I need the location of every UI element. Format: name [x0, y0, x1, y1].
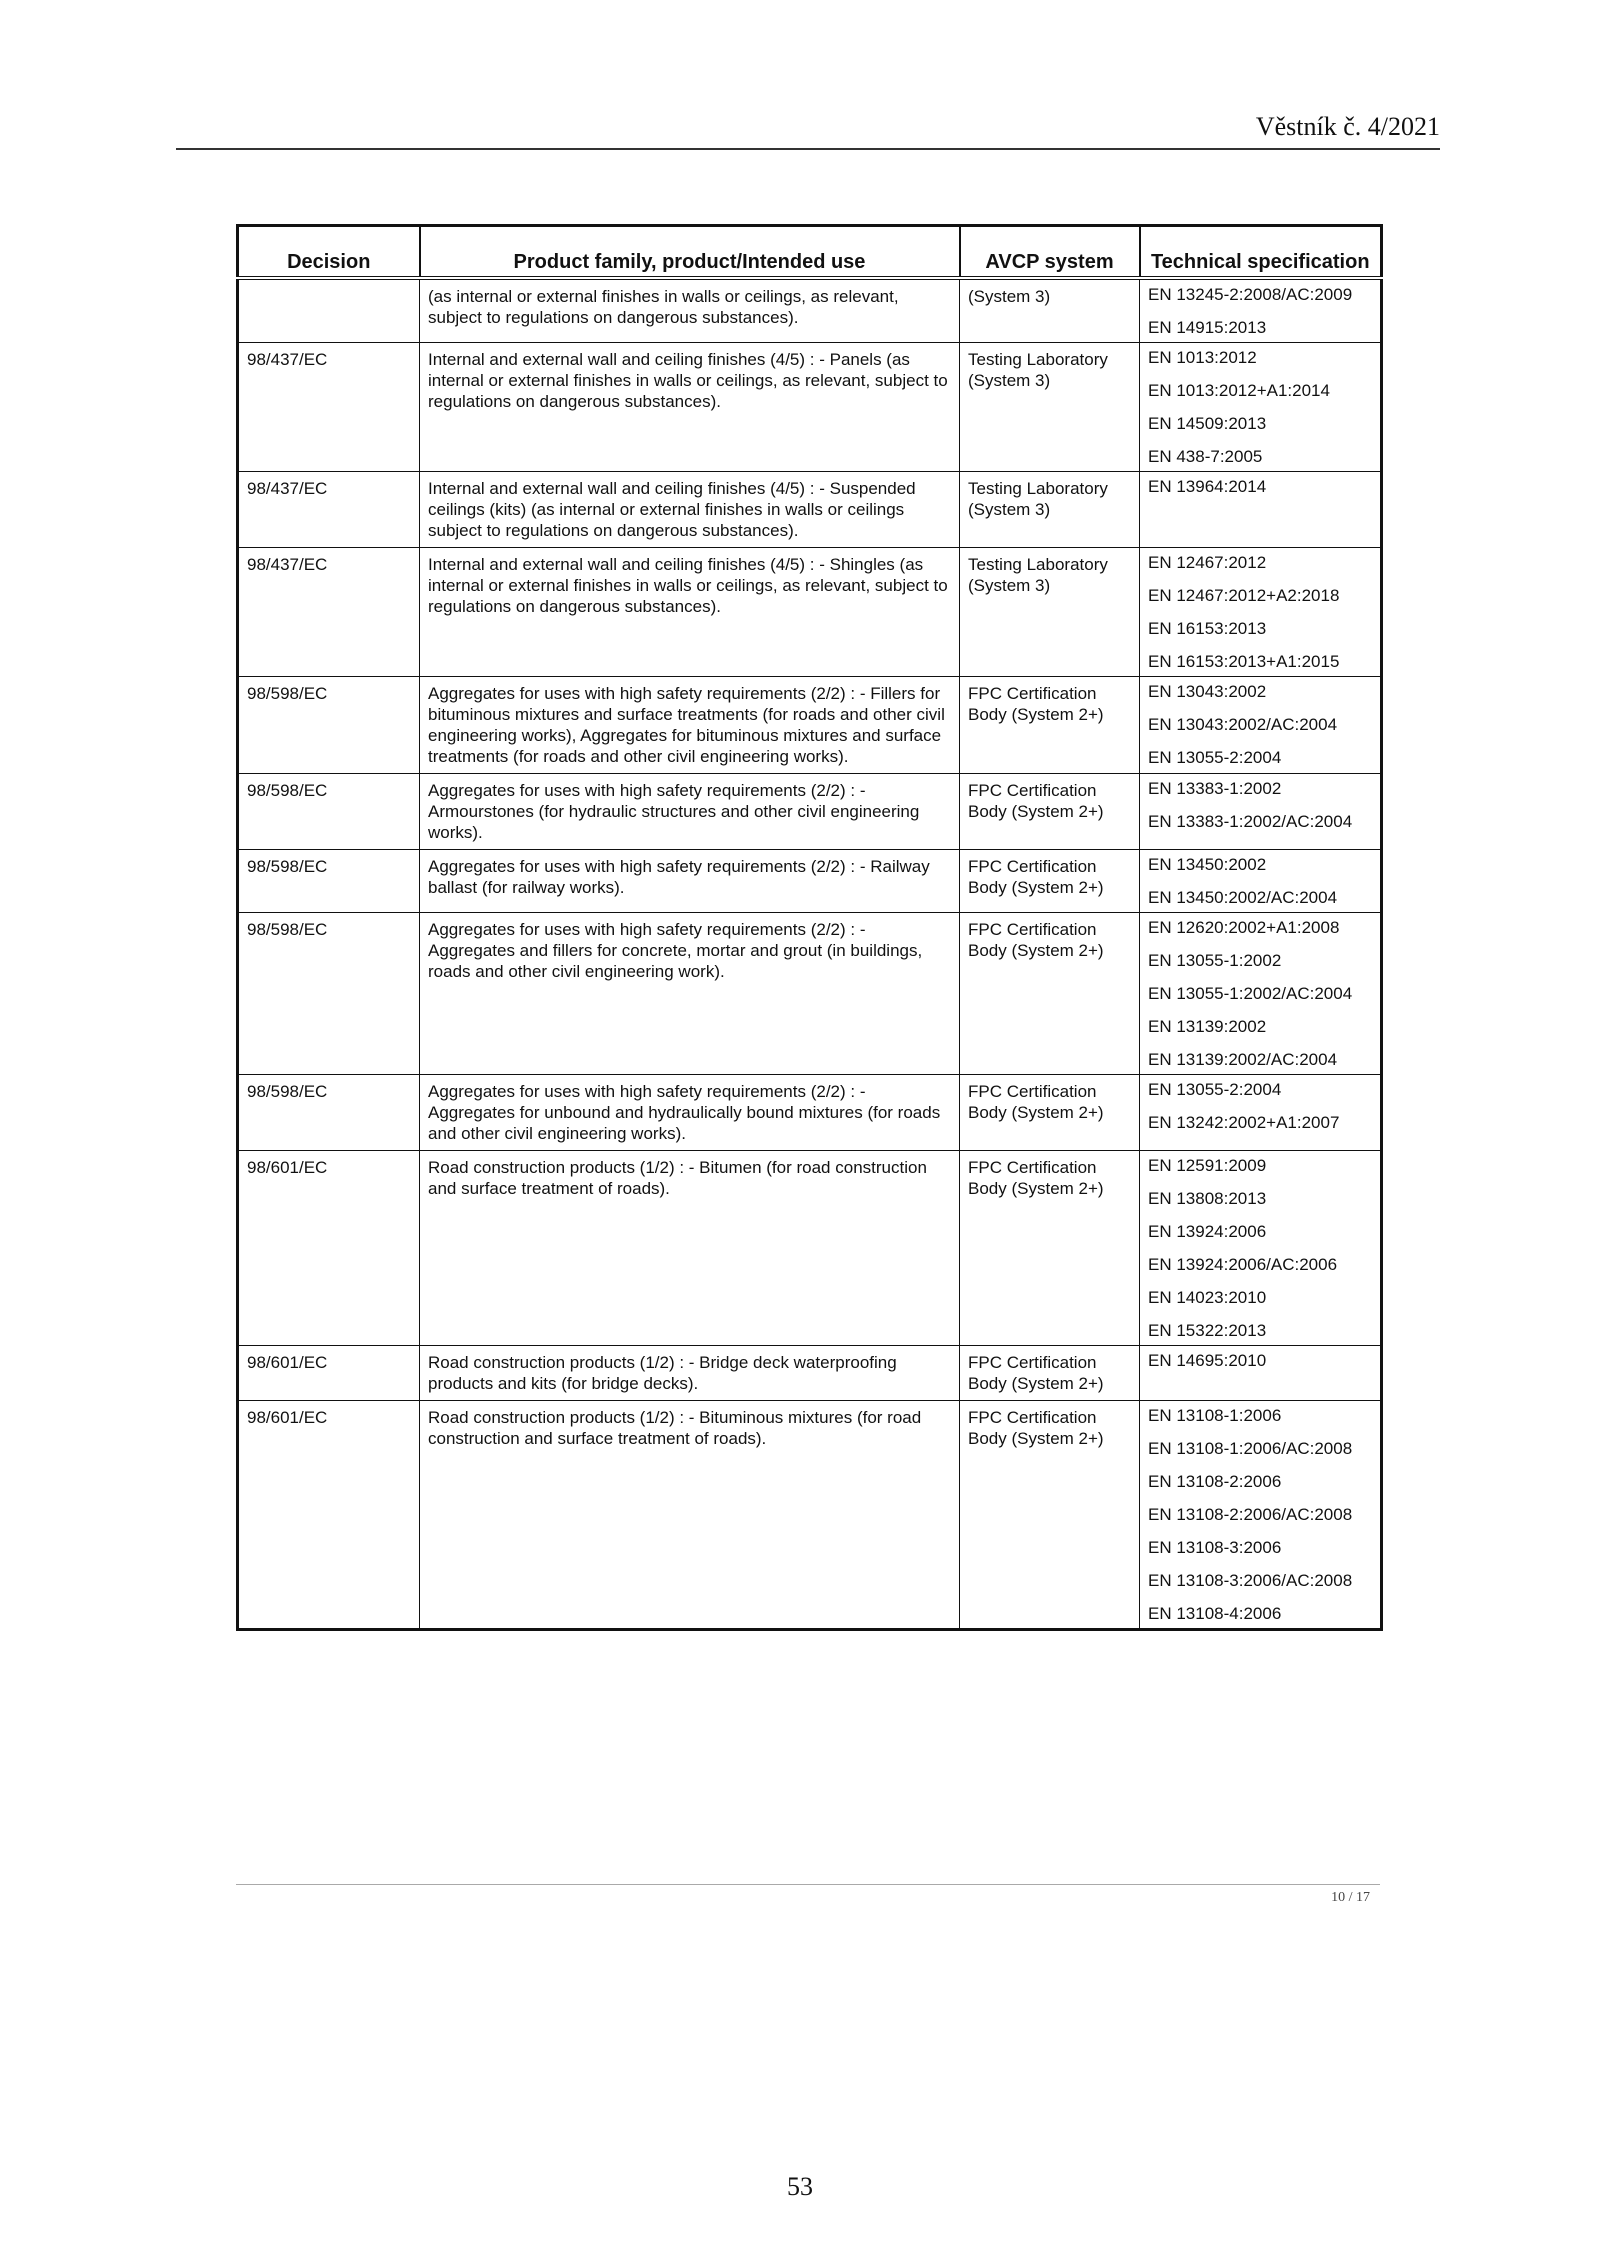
technical-spec-cell: [1140, 677, 1382, 774]
technical-spec-item: EN 1013:2012+A1:2014: [1148, 381, 1330, 400]
table-row: [238, 677, 1382, 774]
technical-spec-cell: [1140, 913, 1382, 1075]
decision-cell: 98/598/EC: [238, 913, 420, 1075]
technical-spec-cell: [1140, 1401, 1382, 1630]
technical-spec-item: EN 13964:2014: [1148, 477, 1267, 496]
table-row: [238, 850, 1382, 913]
avcp-cell: FPC Certification Body (System 2+): [960, 1346, 1140, 1401]
specification-table: [236, 224, 1383, 1631]
technical-spec-cell: [1140, 278, 1382, 343]
decision-cell: 98/598/EC: [238, 677, 420, 774]
technical-spec-item: EN 13808:2013: [1148, 1189, 1267, 1208]
table-row: [238, 548, 1382, 677]
technical-spec-item: EN 14023:2010: [1148, 1288, 1267, 1307]
technical-spec-cell: [1140, 1151, 1382, 1346]
avcp-cell: Testing Laboratory (System 3): [960, 343, 1140, 472]
avcp-cell: FPC Certification Body (System 2+): [960, 1075, 1140, 1151]
technical-spec-item: EN 13450:2002/AC:2004: [1148, 888, 1338, 907]
avcp-cell: Testing Laboratory (System 3): [960, 472, 1140, 548]
product-cell: Aggregates for uses with high safety requirements (2/2) : - Railway ballast (for railway works).: [420, 850, 960, 913]
technical-spec-item: EN 13108-2:2006/AC:2008: [1148, 1505, 1353, 1524]
technical-spec-item: EN 13108-2:2006: [1148, 1472, 1282, 1491]
avcp-cell: FPC Certification Body (System 2+): [960, 677, 1140, 774]
technical-spec-cell: [1140, 343, 1382, 472]
technical-spec-cell: [1140, 548, 1382, 677]
technical-spec-cell: [1140, 1346, 1382, 1401]
technical-spec-item: EN 13108-4:2006: [1148, 1604, 1282, 1623]
page-counter: 10 / 17: [1331, 1890, 1370, 1905]
technical-spec-cell: [1140, 850, 1382, 913]
technical-spec-item: EN 13924:2006: [1148, 1222, 1267, 1241]
table-row: [238, 1401, 1382, 1630]
technical-spec-item: EN 13055-1:2002/AC:2004: [1148, 984, 1353, 1003]
product-cell: Internal and external wall and ceiling finishes (4/5) : - Panels (as internal or external finishes in walls or ceilings, as relevant, subject to regulations on dangerous substances).: [420, 343, 960, 472]
product-cell: Road construction products (1/2) : - Bitumen (for road construction and surface treatment of roads).: [420, 1151, 960, 1346]
technical-spec-item: EN 12467:2012: [1148, 553, 1267, 572]
column-header-avcp: AVCP system: [960, 226, 1140, 279]
footer-divider: [236, 1884, 1380, 1885]
technical-spec-item: EN 1013:2012: [1148, 348, 1257, 367]
avcp-cell: FPC Certification Body (System 2+): [960, 1151, 1140, 1346]
table-row: [238, 472, 1382, 548]
technical-spec-item: EN 438-7:2005: [1148, 447, 1263, 466]
table-row: [238, 343, 1382, 472]
column-header-product: Product family, product/Intended use: [420, 226, 960, 279]
avcp-cell: FPC Certification Body (System 2+): [960, 913, 1140, 1075]
technical-spec-item: EN 15322:2013: [1148, 1321, 1267, 1340]
technical-spec-item: EN 16153:2013: [1148, 619, 1267, 638]
technical-spec-item: EN 12467:2012+A2:2018: [1148, 586, 1340, 605]
product-cell: Aggregates for uses with high safety requirements (2/2) : - Fillers for bituminous mixtures and surface treatments (for roads and other civil engineering works), Aggregates for bituminous mixtures and surface treatments (for roads and other civil engineering works).: [420, 677, 960, 774]
table-body: [238, 278, 1382, 1630]
product-cell: (as internal or external finishes in walls or ceilings, as relevant, subject to regulations on dangerous substances).: [420, 278, 960, 343]
technical-spec-item: EN 13108-1:2006/AC:2008: [1148, 1439, 1353, 1458]
product-cell: Internal and external wall and ceiling finishes (4/5) : - Shingles (as internal or external finishes in walls or ceilings, as relevant, subject to regulations on dangerous substances).: [420, 548, 960, 677]
decision-cell: 98/437/EC: [238, 472, 420, 548]
decision-cell: 98/598/EC: [238, 774, 420, 850]
technical-spec-item: EN 13924:2006/AC:2006: [1148, 1255, 1338, 1274]
technical-spec-item: EN 13139:2002: [1148, 1017, 1267, 1036]
table-row: [238, 774, 1382, 850]
decision-cell: 98/601/EC: [238, 1401, 420, 1630]
decision-cell: 98/437/EC: [238, 343, 420, 472]
page-number: 53: [787, 2172, 813, 2201]
column-header-technical-spec: Technical specification: [1140, 226, 1382, 279]
page-header: [176, 112, 1440, 150]
decision-cell: 98/598/EC: [238, 1075, 420, 1151]
technical-spec-item: EN 16153:2013+A1:2015: [1148, 652, 1340, 671]
technical-spec-item: EN 14695:2010: [1148, 1351, 1267, 1370]
technical-spec-item: EN 13055-1:2002: [1148, 951, 1282, 970]
technical-spec-item: EN 14509:2013: [1148, 414, 1267, 433]
product-cell: Internal and external wall and ceiling finishes (4/5) : - Suspended ceilings (kits) (as internal or external finishes in walls or ceilings subject to regulations on dangerous substances).: [420, 472, 960, 548]
technical-spec-item: EN 13108-1:2006: [1148, 1406, 1282, 1425]
technical-spec-item: EN 13055-2:2004: [1148, 1080, 1282, 1099]
product-cell: Road construction products (1/2) : - Bituminous mixtures (for road construction and surface treatment of roads).: [420, 1401, 960, 1630]
technical-spec-item: EN 13245-2:2008/AC:2009: [1148, 285, 1353, 304]
technical-spec-item: EN 13242:2002+A1:2007: [1148, 1113, 1340, 1132]
decision-cell: [238, 278, 420, 343]
technical-spec-item: EN 13108-3:2006/AC:2008: [1148, 1571, 1353, 1590]
table-row: [238, 1151, 1382, 1346]
technical-spec-item: EN 13108-3:2006: [1148, 1538, 1282, 1557]
table-row: [238, 278, 1382, 343]
avcp-cell: Testing Laboratory (System 3): [960, 548, 1140, 677]
technical-spec-item: EN 12620:2002+A1:2008: [1148, 918, 1340, 937]
column-header-decision: Decision: [238, 226, 420, 279]
table-row: [238, 1075, 1382, 1151]
decision-cell: 98/601/EC: [238, 1151, 420, 1346]
product-cell: Aggregates for uses with high safety requirements (2/2) : - Aggregates for unbound and hydraulically bound mixtures (for roads and other civil engineering works).: [420, 1075, 960, 1151]
technical-spec-cell: [1140, 1075, 1382, 1151]
technical-spec-item: EN 13383-1:2002/AC:2004: [1148, 812, 1353, 831]
technical-spec-item: EN 12591:2009: [1148, 1156, 1267, 1175]
avcp-cell: (System 3): [960, 278, 1140, 343]
technical-spec-item: EN 13450:2002: [1148, 855, 1267, 874]
decision-cell: 98/437/EC: [238, 548, 420, 677]
bulletin-title: Věstník č. 4/2021: [1255, 112, 1440, 141]
technical-spec-item: EN 13043:2002: [1148, 682, 1267, 701]
product-cell: Aggregates for uses with high safety requirements (2/2) : - Armourstones (for hydraulic structures and other civil engineering works).: [420, 774, 960, 850]
table-row: [238, 1346, 1382, 1401]
technical-spec-cell: [1140, 472, 1382, 548]
decision-cell: 98/601/EC: [238, 1346, 420, 1401]
product-cell: Aggregates for uses with high safety requirements (2/2) : - Aggregates and fillers for concrete, mortar and grout (in buildings, roads and other civil engineering work).: [420, 913, 960, 1075]
avcp-cell: FPC Certification Body (System 2+): [960, 1401, 1140, 1630]
avcp-cell: FPC Certification Body (System 2+): [960, 850, 1140, 913]
technical-spec-cell: [1140, 774, 1382, 850]
avcp-cell: FPC Certification Body (System 2+): [960, 774, 1140, 850]
technical-spec-item: EN 13043:2002/AC:2004: [1148, 715, 1338, 734]
table-header-row: [238, 226, 1382, 279]
technical-spec-item: EN 14915:2013: [1148, 318, 1267, 337]
technical-spec-item: EN 13055-2:2004: [1148, 748, 1282, 767]
decision-cell: 98/598/EC: [238, 850, 420, 913]
product-cell: Road construction products (1/2) : - Bridge deck waterproofing products and kits (for bridge decks).: [420, 1346, 960, 1401]
technical-spec-item: EN 13383-1:2002: [1148, 779, 1282, 798]
technical-spec-item: EN 13139:2002/AC:2004: [1148, 1050, 1338, 1069]
table-row: [238, 913, 1382, 1075]
